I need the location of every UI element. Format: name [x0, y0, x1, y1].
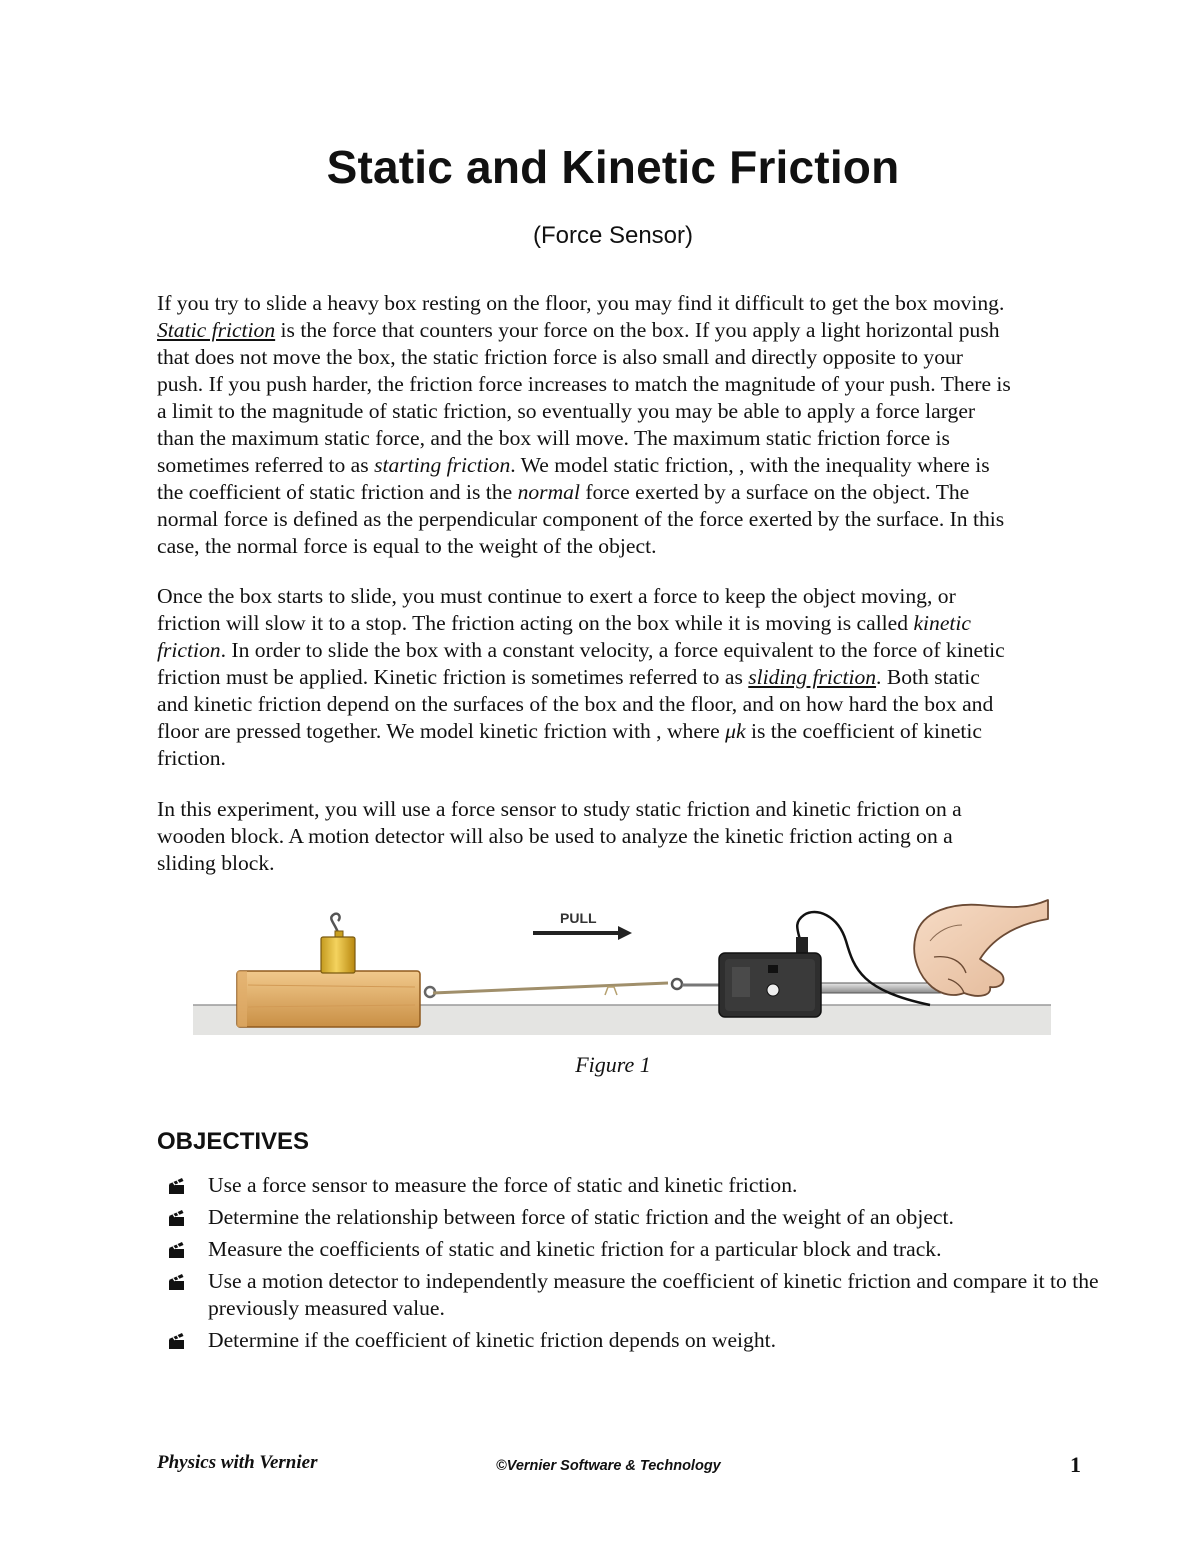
text-line: push. If you push harder, the friction force increases to match the magnitude of your push. There is: [157, 372, 1011, 396]
text-line: than the maximum static force, and the box will move. The maximum static friction force is: [157, 426, 950, 450]
intro-paragraph-2: [157, 583, 1107, 772]
term-normal: normal: [517, 480, 580, 504]
wooden-block: [237, 971, 420, 1027]
page-title: Static and Kinetic Friction: [326, 141, 900, 193]
clapperboard-bullet-icon: [167, 1332, 187, 1350]
objectives-list: [157, 1172, 1107, 1359]
pull-label: PULL: [560, 910, 597, 926]
hand-illustration: [914, 900, 1048, 996]
term-friction: friction: [157, 638, 221, 662]
text-line: sometimes referred to as starting friction. We model static friction, , with the inequality where is: [157, 453, 990, 477]
term-sliding-friction: sliding friction: [748, 665, 877, 689]
figure-caption: Figure 1: [575, 1052, 651, 1077]
text-line: If you try to slide a heavy box resting on the floor, you may find it difficult to get the box moving.: [157, 291, 1005, 315]
list-item: Use a motion detector to independently measure the coefficient of kinetic friction and compare it to the previously measured value.: [157, 1268, 1107, 1322]
intro-paragraph-3: [157, 796, 1107, 877]
list-item: Determine the relationship between force of static friction and the weight of an object.: [157, 1204, 1107, 1231]
mu-k-symbol: μk: [725, 719, 746, 743]
text-line: Once the box starts to slide, you must continue to exert a force to keep the object moving, or: [157, 584, 956, 608]
text-line: normal force is defined as the perpendicular component of the force exerted by the surface. In this: [157, 507, 1005, 531]
text-line: friction will slow it to a stop. The friction acting on the box while it is moving is called kinetic: [157, 611, 972, 635]
page-subtitle: (Force Sensor): [532, 222, 694, 249]
footer-book-title: Physics with Vernier: [157, 1452, 318, 1473]
text-line: friction must be applied. Kinetic friction is sometimes referred to as sliding friction. Both static: [157, 665, 980, 689]
text-line: the coefficient of static friction and is the normal force exerted by a surface on the object. The: [157, 480, 970, 504]
term-kinetic: kinetic: [913, 611, 972, 635]
force-sensor: [719, 953, 821, 1017]
list-item: Use a force sensor to measure the force of static and kinetic friction.: [157, 1172, 1107, 1199]
text-line: wooden block. A motion detector will also be used to analyze the kinetic friction acting on a: [157, 824, 953, 848]
list-item: Measure the coefficients of static and kinetic friction for a particular block and track.: [157, 1236, 1107, 1263]
term-starting-friction: starting friction: [374, 453, 511, 477]
text-line: In this experiment, you will use a force sensor to study static friction and kinetic friction on a: [157, 797, 962, 821]
footer-copyright: ©Vernier Software & Technology: [496, 1458, 721, 1474]
text-line: sliding block.: [157, 851, 275, 875]
list-item: Determine if the coefficient of kinetic friction depends on weight.: [157, 1327, 1107, 1354]
clapperboard-bullet-icon: [167, 1241, 187, 1259]
text-line: Static friction is the force that counters your force on the box. If you apply a light horizontal push: [157, 318, 1000, 342]
text-line: a limit to the magnitude of static friction, so eventually you may be able to apply a force larger: [157, 399, 976, 423]
hanging-mass-icon: [321, 914, 355, 973]
term-static-friction: Static friction: [157, 318, 276, 342]
text-line: that does not move the box, the static friction force is also small and directly opposite to your: [157, 345, 963, 369]
pull-string: [433, 983, 668, 993]
text-line: friction.: [157, 746, 226, 770]
clapperboard-bullet-icon: [167, 1209, 187, 1227]
pull-arrow-icon: [533, 926, 632, 940]
page-number: 1: [1070, 1452, 1081, 1477]
intro-paragraph-1: [157, 290, 1107, 560]
figure-1-illustration: [190, 895, 1052, 1040]
objectives-heading: OBJECTIVES: [157, 1128, 310, 1155]
clapperboard-bullet-icon: [167, 1177, 187, 1195]
text-line: floor are pressed together. We model kinetic friction with , where μk is the coefficient of kinetic: [157, 719, 983, 743]
clapperboard-bullet-icon: [167, 1273, 187, 1291]
text-line: friction. In order to slide the box with a constant velocity, a force equivalent to the force of kinetic: [157, 638, 1005, 662]
text-line: case, the normal force is equal to the weight of the object.: [157, 534, 657, 558]
text-line: and kinetic friction depend on the surfaces of the box and the floor, and on how hard the box and: [157, 692, 994, 716]
